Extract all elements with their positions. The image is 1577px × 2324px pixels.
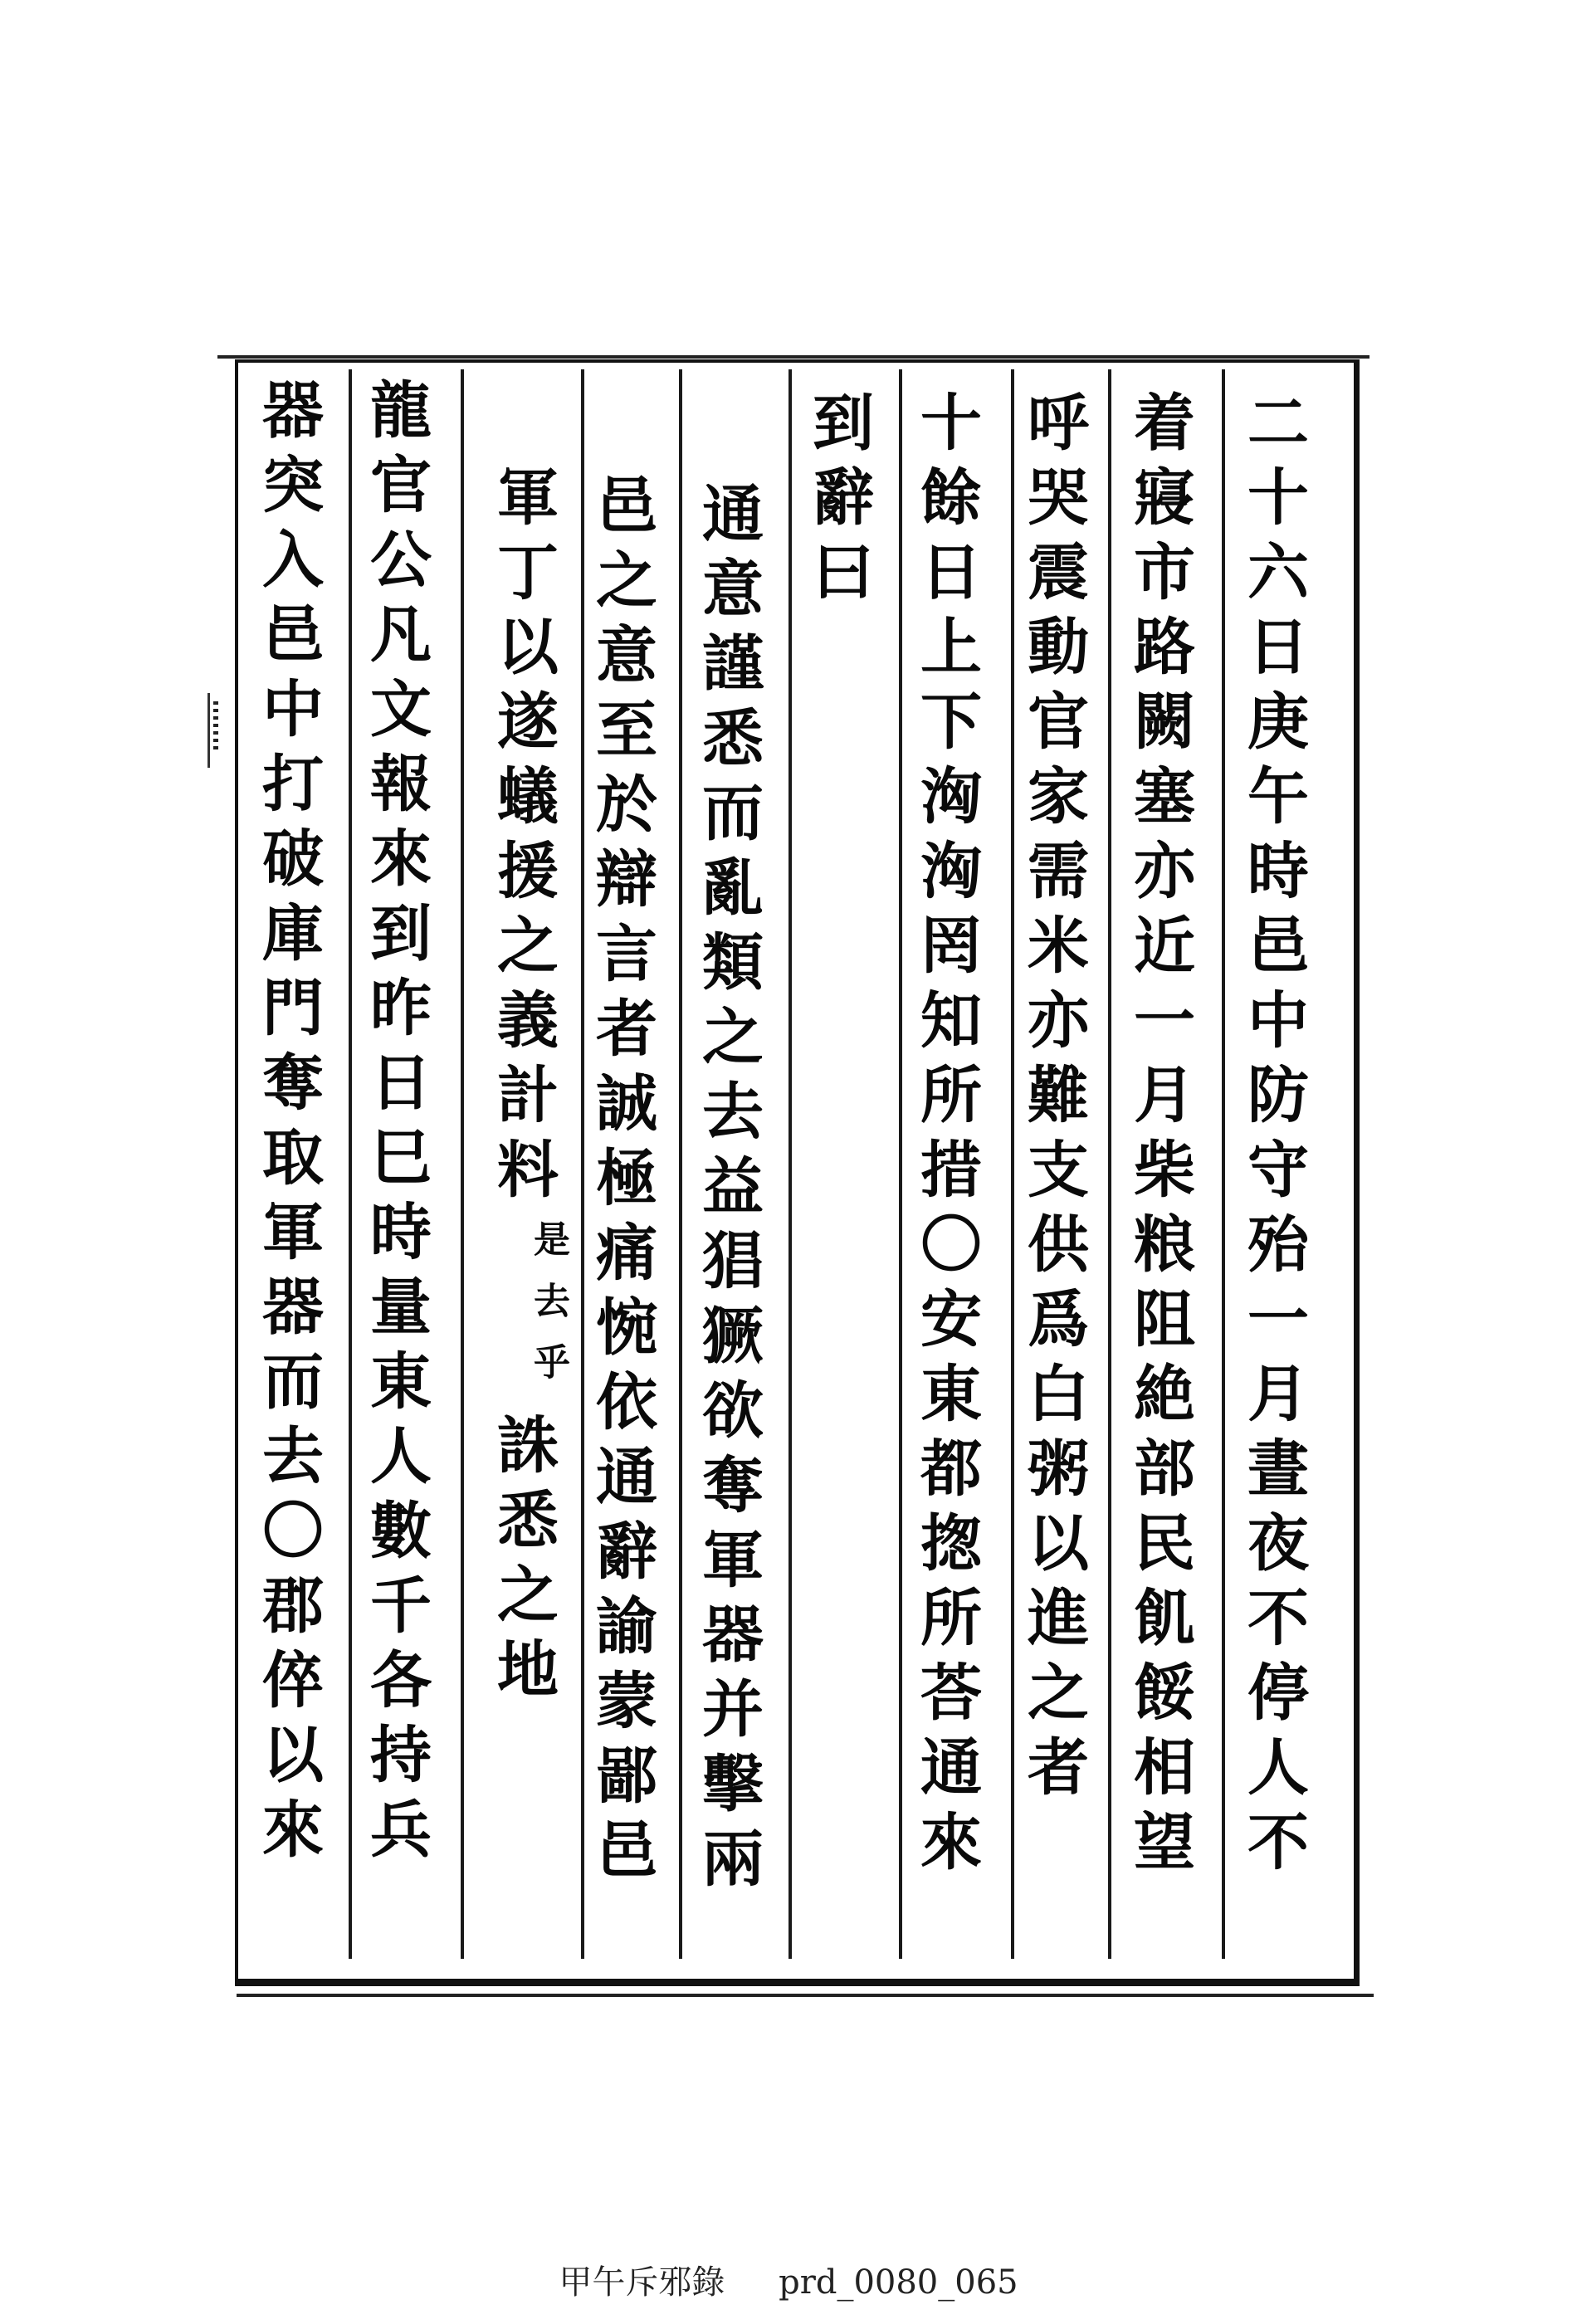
text-column-1 [1238,390,1309,1884]
column-text: 邑之意至於辯言者誠極痛惋依通辭諭蒙鄙邑 [586,473,657,1892]
column-rule [1011,369,1014,1959]
column-rule [788,369,792,1959]
gutter-mark [208,693,225,768]
column-text: 十餘日上下洶洶罔知所措〇安東都揔所荅通來 [911,390,982,1884]
column-rule [349,369,352,1959]
frame-top-rule [217,355,1370,359]
column-text-tail: 誅悉之地 [487,1413,559,1711]
caption-id: prd_0080_065 [779,2263,1018,2302]
text-column-8 [480,465,569,1711]
column-rule [581,369,584,1959]
column-interlinear-note: 是去乎 [527,1220,569,1404]
column-text: 通意謹悉而亂類之去益猖獗欲奪軍器并擊兩 [692,481,764,1901]
column-text: 二十六日庚午時邑中防守殆一月晝夜不停人不 [1238,390,1309,1884]
column-rule [461,369,464,1959]
text-column-3 [1018,390,1089,1809]
column-rule [1108,369,1111,1959]
text-column-6 [692,481,764,1901]
caption-title: 甲午斥邪錄 [559,2263,725,2302]
text-column-7 [586,473,657,1892]
column-text: 着寢市路闕塞亦近一月柴粮阻絶部民飢餒相望 [1124,390,1195,1884]
text-column-2 [1124,390,1195,1884]
column-rule [1222,369,1225,1959]
text-column-10 [252,378,324,1872]
column-text: 到辭曰 [803,390,874,614]
column-text: 軍丁以遂蟻援之義計料 [487,465,559,1212]
text-column-5 [803,390,874,614]
text-column-4 [911,390,982,1884]
column-text: 龍官公凡文報來到昨日巳時量東人數千各持兵 [360,378,432,1872]
column-rule [899,369,902,1959]
column-text: 器突入邑中打破庫門奪取軍器而去〇郡倅以來 [252,378,324,1872]
text-column-9 [360,378,432,1872]
column-text: 呼哭震動官家需米亦難支供爲白粥以進之者 [1018,390,1089,1809]
column-split [480,465,569,1711]
frame-bottom-rule [237,1994,1374,1997]
page-caption [0,2256,1577,2303]
column-rule [679,369,682,1959]
